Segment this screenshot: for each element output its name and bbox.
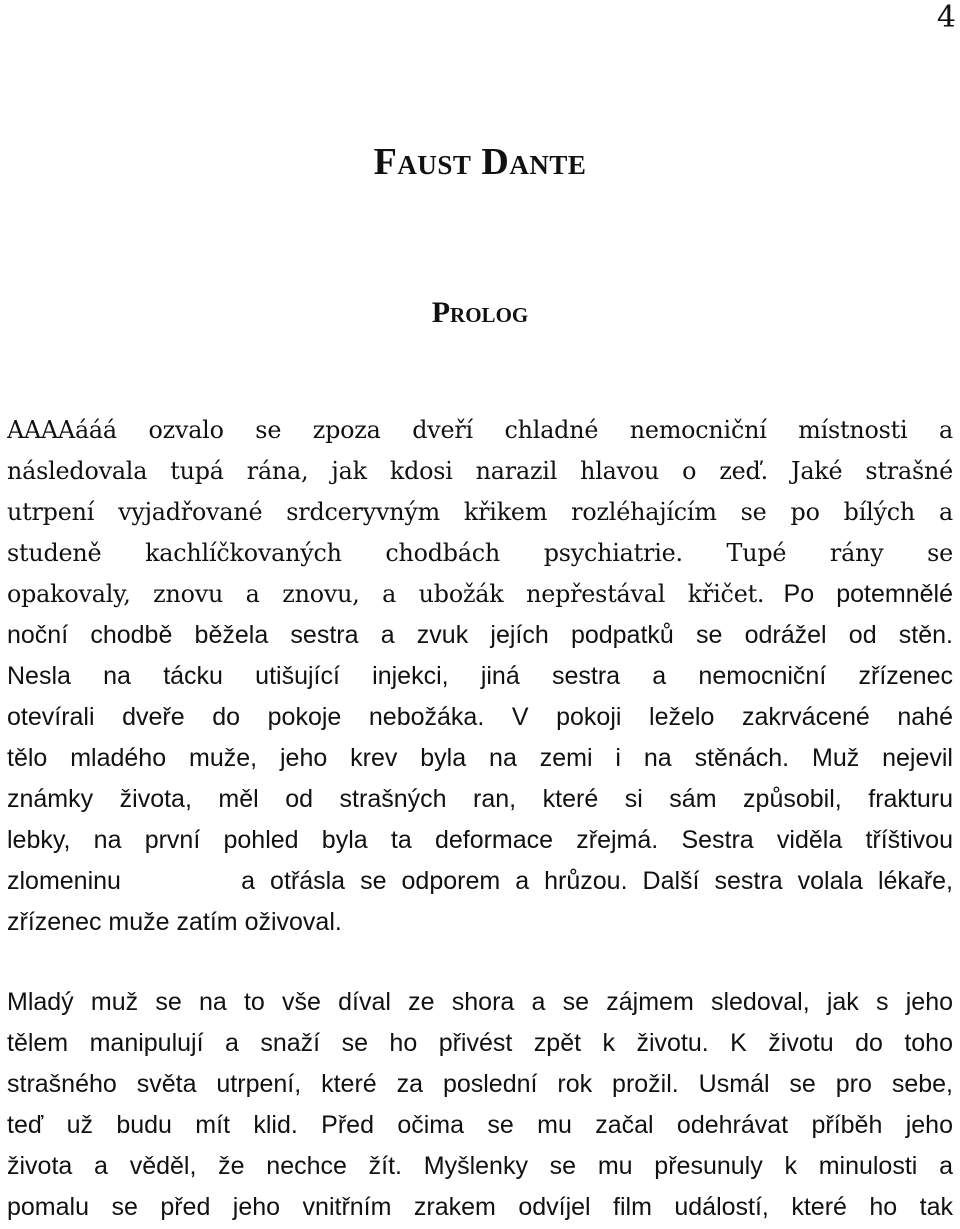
text-line-serif-part: opakovaly, znovu a znovu, a ubožák nepřestával křičet.: [7, 580, 765, 608]
text-line: Nesla na tácku utišující injekci, jiná sestra a nemocniční zřízenec: [7, 662, 953, 690]
text-line: utrpení vyjadřované srdceryvným křikem rozléhajícím se po bílých a: [7, 498, 953, 526]
text-line: otevírali dveře do pokoje nebožáka. V pokoji leželo zakrvácené nahé: [7, 703, 953, 731]
text-line: zřízenec muže zatím oživoval.: [7, 908, 342, 936]
text-line: života a věděl, že nechce žít. Myšlenky se mu přesunuly k minulosti a: [7, 1152, 953, 1180]
text-line: noční chodbě běžela sestra a zvuk jejích podpatků se odrážel od stěn.: [7, 621, 953, 649]
text-line: lebky, na první pohled byla ta deformace zřejmá. Sestra viděla tříštivou: [7, 826, 953, 854]
text-line: strašného světa utrpení, které za poslední rok prožil. Usmál se pro sebe,: [7, 1070, 953, 1098]
text-line: tělo mladého muže, jeho krev byla na zemi i na stěnách. Muž nejevil: [7, 744, 953, 772]
text-line: následovala tupá rána, jak kdosi narazil hlavou o zeď. Jaké strašné: [7, 457, 953, 485]
text-line-mixed: [7, 574, 953, 615]
paragraph-1: [7, 410, 953, 943]
text-line: známky života, měl od strašných ran, které si sám způsobil, frakturu: [7, 785, 953, 813]
text-line: teď už budu mít klid. Před očima se mu začal odehrávat příběh jeho: [7, 1111, 953, 1139]
text-line-sans-part: Po potemnělé: [783, 580, 953, 608]
chapter-title: Prolog: [431, 296, 529, 329]
page-number: 4: [936, 0, 956, 35]
text-line: pomalu se před jeho vnitřním zrakem odvíjel film událostí, které ho tak: [7, 1193, 953, 1221]
paragraph-2: [7, 982, 953, 1228]
text-line: Mladý muž se na to vše díval ze shora a se zájmem sledoval, jak s jeho: [7, 988, 953, 1016]
text-line: tělem manipulují a snaží se ho přivést zpět k životu. K životu do toho: [7, 1029, 953, 1057]
book-title: Faust Dante: [373, 141, 587, 183]
text-line: studeně kachlíčkovaných chodbách psychiatrie. Tupé rány se: [7, 539, 953, 567]
text-line: zlomeninu a otřásla se odporem a hrůzou. Další sestra volala lékaře,: [7, 867, 953, 895]
text-line: AAAAááá ozvalo se zpoza dveří chladné nemocniční místnosti a: [7, 416, 953, 444]
